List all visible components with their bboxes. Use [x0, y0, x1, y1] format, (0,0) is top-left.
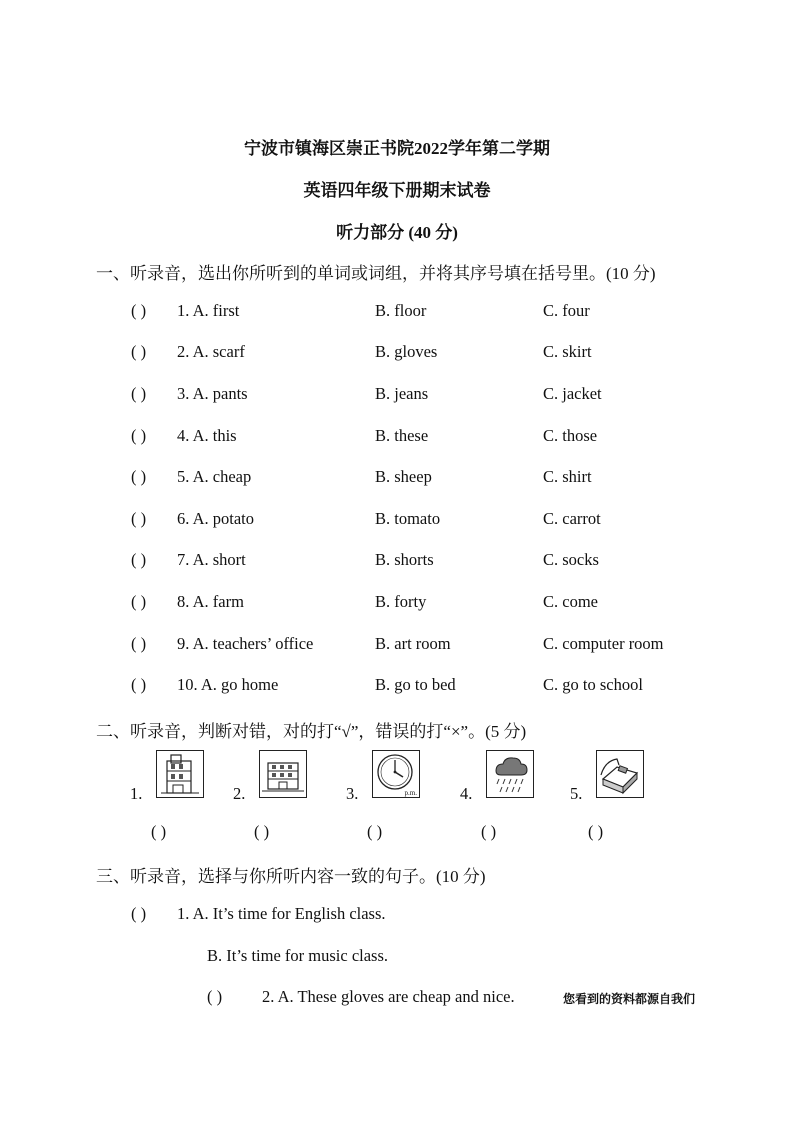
option-b: B. tomato: [375, 509, 441, 528]
picture-number: 5.: [570, 784, 583, 803]
question-option-a: 1. A. It’s time for English class.: [177, 904, 386, 923]
option-a: 3. A. pants: [177, 384, 248, 403]
option-c: C. four: [543, 301, 590, 320]
option-c: C. carrot: [543, 509, 601, 528]
option-b: B. art room: [375, 634, 451, 653]
answer-paren-1[interactable]: ( ): [151, 822, 167, 841]
watermark-text: 您看到的资料都源自我们: [563, 992, 696, 1006]
question-row: [131, 301, 751, 323]
picture-number: 3.: [346, 784, 359, 803]
question-row: [131, 592, 751, 614]
option-c: C. those: [543, 426, 598, 445]
question-row: [131, 342, 751, 364]
question-row: [131, 467, 751, 489]
answer-paren[interactable]: ( ): [131, 301, 147, 320]
option-b: B. floor: [375, 301, 427, 320]
option-a: 2. A. scarf: [177, 342, 245, 361]
option-a: 10. A. go home: [177, 675, 279, 694]
option-c: C. go to school: [543, 675, 643, 694]
answer-paren[interactable]: ( ): [131, 904, 147, 923]
option-c: C. come: [543, 592, 598, 611]
picture-number: 4.: [460, 784, 473, 803]
library-building-icon: [156, 750, 204, 798]
picture-row: [130, 750, 690, 810]
question-row: [131, 509, 751, 531]
rain-cloud-icon: [486, 750, 534, 798]
answer-paren-2[interactable]: ( ): [254, 822, 270, 841]
option-a: 6. A. potato: [177, 509, 254, 528]
answer-paren[interactable]: ( ): [131, 550, 147, 569]
answer-paren[interactable]: ( ): [131, 592, 147, 611]
clock-label: p.m.: [404, 789, 417, 797]
option-c: C. shirt: [543, 467, 592, 486]
option-b: B. forty: [375, 592, 427, 611]
answer-paren-4[interactable]: ( ): [481, 822, 497, 841]
question-option-b: B. It’s time for music class.: [207, 946, 389, 965]
exam-subtitle: 英语四年级下册期末试卷: [303, 181, 491, 200]
exam-title: 宁波市镇海区崇正书院2022学年第二学期: [244, 139, 550, 158]
option-c: C. socks: [543, 550, 599, 569]
question-row: [131, 675, 751, 697]
question-row: [131, 634, 751, 656]
option-b: B. these: [375, 426, 429, 445]
answer-paren-3[interactable]: ( ): [367, 822, 383, 841]
clock-icon: [372, 750, 420, 798]
section-1-heading: 一、听录音，选出你所听到的单词或词组，并将其序号填在括号里。(10 分): [96, 264, 656, 283]
answer-paren[interactable]: ( ): [131, 509, 147, 528]
question-row: [131, 550, 751, 572]
option-b: B. gloves: [375, 342, 438, 361]
answer-paren[interactable]: ( ): [131, 467, 147, 486]
bed-icon: [596, 750, 644, 798]
answer-paren[interactable]: ( ): [131, 342, 147, 361]
answer-paren[interactable]: ( ): [131, 426, 147, 445]
option-b: B. go to bed: [375, 675, 456, 694]
option-a: 9. A. teachers’ office: [177, 634, 314, 653]
answer-paren[interactable]: ( ): [131, 634, 147, 653]
option-c: C. computer room: [543, 634, 664, 653]
section-2-heading: 二、听录音，判断对错，对的打“√”，错误的打“×”。(5 分): [96, 722, 527, 741]
option-b: B. shorts: [375, 550, 434, 569]
answer-paren[interactable]: ( ): [131, 384, 147, 403]
option-c: C. jacket: [543, 384, 602, 403]
picture-number: 1.: [130, 784, 143, 803]
question-row: [131, 384, 751, 406]
option-a: 1. A. first: [177, 301, 240, 320]
option-a: 7. A. short: [177, 550, 246, 569]
option-b: B. jeans: [375, 384, 429, 403]
section-3-heading: 三、听录音，选择与你所听内容一致的句子。(10 分): [96, 867, 486, 886]
answer-paren[interactable]: ( ): [131, 675, 147, 694]
option-b: B. sheep: [375, 467, 432, 486]
option-c: C. skirt: [543, 342, 592, 361]
question-option-a: 2. A. These gloves are cheap and nice.: [262, 987, 515, 1006]
answer-paren-5[interactable]: ( ): [588, 822, 604, 841]
part-heading: 听力部分 (40 分): [336, 223, 458, 242]
school-building-icon: [259, 750, 307, 798]
question-row: [131, 426, 751, 448]
option-a: 8. A. farm: [177, 592, 244, 611]
option-a: 4. A. this: [177, 426, 237, 445]
answer-paren[interactable]: ( ): [207, 987, 223, 1006]
picture-number: 2.: [233, 784, 246, 803]
option-a: 5. A. cheap: [177, 467, 252, 486]
